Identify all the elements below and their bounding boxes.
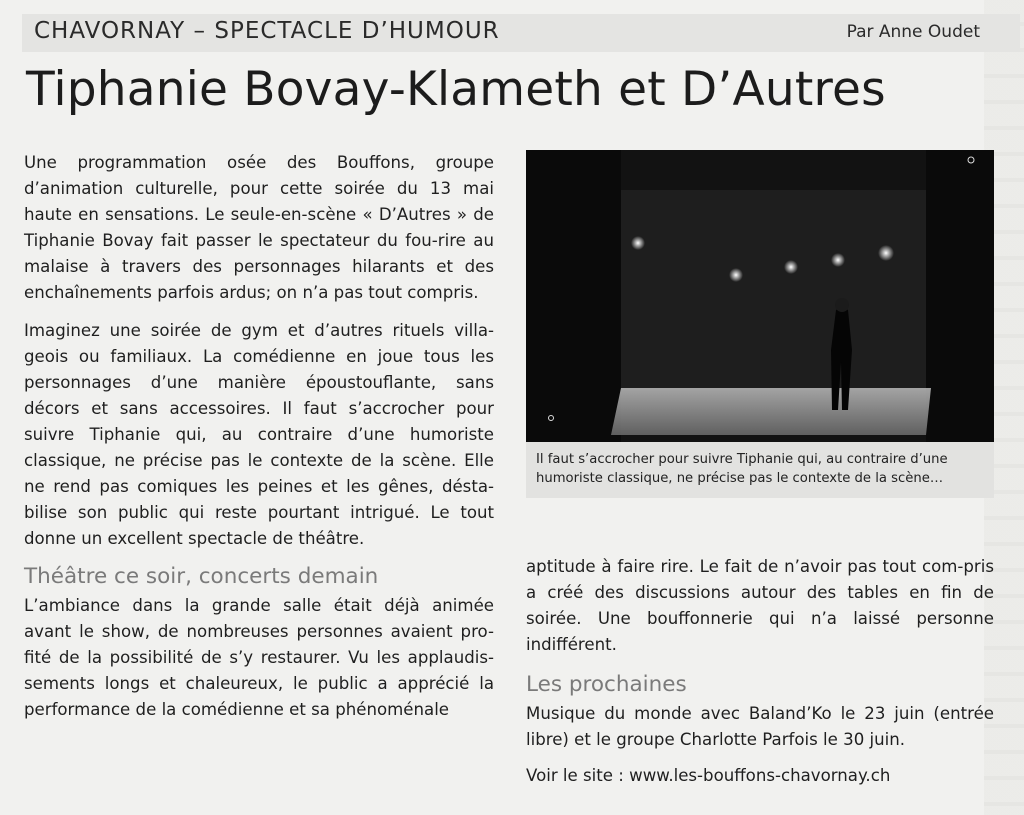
- right-column: [526, 554, 994, 799]
- article-title: Tiphanie Bovay-Klameth et D’Autres: [26, 62, 886, 117]
- left-paragraph-2: Imaginez une soirée de gym et d’autres rituels villa-geois ou familiaux. La comédienne en joue tous les personnages d’une manière époustouflante, sans décors et sans accessoires. Il faut s’accrocher pour suivre Tiphanie qui, au contraire d’une humoriste classique, ne précise pas le contexte de la scène. Elle ne rend pas comiques les peines et les gênes, désta-bilise son public qui reste pourtant intrigué. Le tout donne un excellent spectacle de théâtre.: [24, 321, 494, 548]
- stage-photo-illustration: [526, 150, 994, 442]
- left-column: [24, 150, 494, 735]
- left-paragraph-1: Une programmation osée des Bouffons, groupe d’animation culturelle, pour cette soirée du 13 mai haute en sensations. Le seule-en-scène « D’Autres » de Tiphanie Bovay fait passer le spectateur du fou-rire au malaise à travers des personnages hilarants et des enchaînements parfois ardus; on n’a pas tout compris.: [24, 153, 494, 302]
- right-paragraph-1: aptitude à faire rire. Le fait de n’avoir pas tout com-pris a créé des discussions autour des tables en fin de soirée. Une bouffonnerie qui n’a laissé personne indifférent.: [526, 557, 994, 654]
- section-rubric: CHAVORNAY – SPECTACLE D’HUMOUR: [34, 18, 500, 44]
- right-paragraph-2: Musique du monde avec Baland’Ko le 23 juin (entrée libre) et le groupe Charlotte Parfois le 30 juin.: [526, 704, 994, 749]
- stage-photo: [526, 150, 994, 442]
- author-byline: Par Anne Oudet: [846, 22, 980, 42]
- photo-caption: Il faut s’accrocher pour suivre Tiphanie qui, au contraire d’une humoriste classique, ne précise pas le contexte de la scène…: [526, 442, 994, 498]
- left-paragraph-3: L’ambiance dans la grande salle était déjà animée avant le show, de nombreuses personnes avaient pro-fité de la possibilité de s’y restaurer. Vu les applaudis-sements longs et chaleureux, le public a apprécié la performance de la comédienne et sa phénoménale: [24, 596, 494, 719]
- photo-block: [526, 150, 994, 498]
- right-subheading: Les prochaines: [526, 672, 687, 697]
- website-line: Voir le site : www.les-bouffons-chavornay.ch: [526, 766, 891, 785]
- left-subheading: Théâtre ce soir, concerts demain: [24, 564, 379, 589]
